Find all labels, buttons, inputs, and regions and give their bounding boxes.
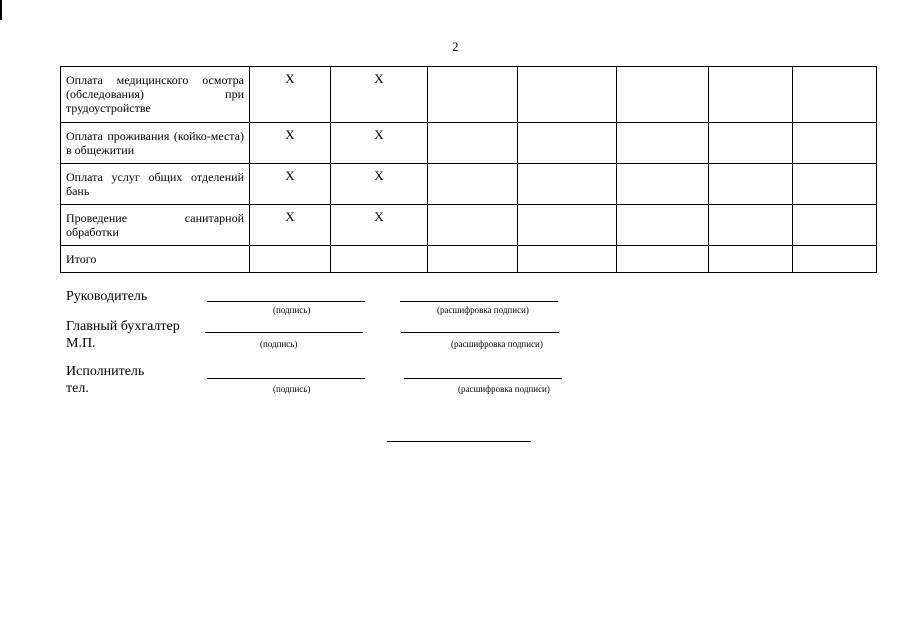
x-mark: Х bbox=[331, 164, 428, 205]
empty-cell bbox=[709, 164, 793, 205]
empty-cell bbox=[617, 205, 709, 246]
empty-cell bbox=[617, 67, 709, 123]
empty-cell bbox=[617, 123, 709, 164]
executor-decoding-caption: (расшифровка подписи) bbox=[458, 384, 550, 394]
empty-cell bbox=[518, 123, 617, 164]
phone-label: тел. bbox=[66, 381, 89, 396]
empty-cell bbox=[709, 67, 793, 123]
row-label: Проведение санитарной обработки bbox=[61, 205, 250, 246]
empty-cell bbox=[518, 205, 617, 246]
x-mark: Х bbox=[331, 205, 428, 246]
director-signature-line bbox=[207, 301, 365, 302]
accountant-label: Главный бухгалтер bbox=[66, 319, 180, 334]
table-row bbox=[61, 164, 877, 205]
director-decoding-line bbox=[400, 301, 558, 302]
x-mark: Х bbox=[331, 123, 428, 164]
empty-cell bbox=[250, 246, 331, 273]
page-number: 2 bbox=[452, 39, 459, 54]
empty-cell bbox=[518, 164, 617, 205]
x-mark: Х bbox=[250, 164, 331, 205]
executor-decoding-line bbox=[404, 378, 562, 379]
empty-cell bbox=[428, 67, 518, 123]
empty-cell bbox=[793, 246, 877, 273]
accountant-signature-caption: (подпись) bbox=[260, 339, 298, 349]
total-label: Итого bbox=[61, 246, 250, 273]
accountant-decoding-caption: (расшифровка подписи) bbox=[451, 339, 543, 349]
director-label: Руководитель bbox=[66, 289, 148, 304]
empty-cell bbox=[617, 246, 709, 273]
empty-cell bbox=[617, 164, 709, 205]
accountant-signature-line bbox=[205, 332, 363, 333]
empty-cell bbox=[518, 246, 617, 273]
table-row bbox=[61, 67, 877, 123]
stamp-label: М.П. bbox=[66, 336, 96, 351]
total-row bbox=[61, 246, 877, 273]
empty-cell bbox=[428, 123, 518, 164]
row-label: Оплата медицинского осмотра (обследования) при трудоустройстве bbox=[61, 67, 250, 123]
x-mark: Х bbox=[250, 205, 331, 246]
row-label: Оплата проживания (койко-места) в общежитии bbox=[61, 123, 250, 164]
empty-cell bbox=[793, 164, 877, 205]
empty-cell bbox=[518, 67, 617, 123]
empty-cell bbox=[428, 164, 518, 205]
table-row bbox=[61, 123, 877, 164]
x-mark: Х bbox=[250, 67, 331, 123]
empty-cell bbox=[793, 123, 877, 164]
x-mark: Х bbox=[250, 123, 331, 164]
payments-table bbox=[60, 66, 877, 273]
empty-cell bbox=[331, 246, 428, 273]
empty-cell bbox=[793, 205, 877, 246]
row-label: Оплата услуг общих отделений бань bbox=[61, 164, 250, 205]
empty-cell bbox=[428, 246, 518, 273]
table-row bbox=[61, 205, 877, 246]
executor-signature-caption: (подпись) bbox=[273, 384, 311, 394]
accountant-decoding-line bbox=[401, 332, 559, 333]
empty-cell bbox=[709, 123, 793, 164]
empty-cell bbox=[428, 205, 518, 246]
executor-signature-line bbox=[207, 378, 365, 379]
scan-edge-mark bbox=[0, 0, 2, 20]
director-signature-caption: (подпись) bbox=[273, 305, 311, 315]
executor-label: Исполнитель bbox=[66, 364, 145, 379]
x-mark: Х bbox=[331, 67, 428, 123]
director-decoding-caption: (расшифровка подписи) bbox=[437, 305, 529, 315]
footer-separator-line bbox=[387, 441, 531, 442]
empty-cell bbox=[793, 67, 877, 123]
empty-cell bbox=[709, 205, 793, 246]
empty-cell bbox=[709, 246, 793, 273]
